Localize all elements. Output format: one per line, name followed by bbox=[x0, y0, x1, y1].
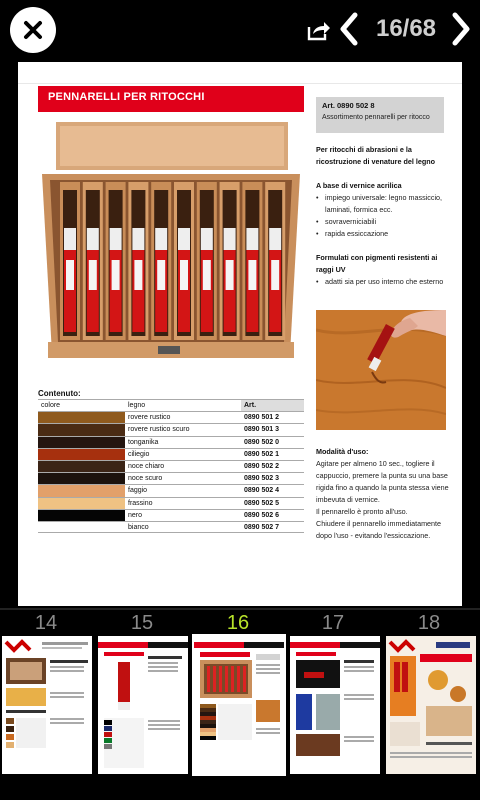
header-art: Art. bbox=[241, 400, 304, 411]
article-box bbox=[316, 97, 444, 133]
usage-step: Agitare per almeno 10 sec., togliere il cappuccio, premere la punta su una base rigida fino a quando la punta stessa viene imbevuta di vernice. bbox=[316, 459, 449, 504]
strip-divider bbox=[0, 608, 480, 610]
usage-step: Chiudere il pennarello immediatamente dopo l'uso - evitando l'essiccazione. bbox=[316, 519, 442, 540]
thumbnail-number: 15 bbox=[130, 612, 154, 634]
wood-name: faggio bbox=[125, 485, 241, 496]
thumbnail-number: 14 bbox=[34, 612, 58, 634]
wood-name: rovere rustico scuro bbox=[125, 424, 241, 435]
page-thumbnail-16-current[interactable] bbox=[194, 636, 284, 774]
article-code: 0890 502 5 bbox=[244, 499, 280, 507]
wood-name: noce scuro bbox=[125, 473, 241, 484]
document-page[interactable] bbox=[18, 62, 462, 606]
section-uv-list bbox=[316, 276, 450, 288]
section-uv bbox=[316, 252, 450, 288]
header-legno: legno bbox=[125, 400, 241, 411]
page-counter: 16/68 bbox=[375, 15, 437, 42]
color-swatch bbox=[38, 510, 125, 521]
header-colore: colore bbox=[38, 400, 125, 411]
table-row bbox=[38, 436, 304, 448]
article-code: 0890 501 2 bbox=[244, 414, 280, 422]
color-swatch bbox=[38, 485, 125, 496]
page-thumbnail-17[interactable] bbox=[290, 636, 380, 774]
chevron-right-icon bbox=[450, 12, 472, 46]
article-description: Assortimento pennarelli per ritocco bbox=[322, 114, 430, 121]
usage-step: Il pennarello è pronto all'uso. bbox=[316, 507, 408, 516]
close-button[interactable] bbox=[10, 7, 56, 53]
close-icon bbox=[23, 20, 43, 40]
color-swatch bbox=[38, 449, 125, 460]
next-page-button[interactable] bbox=[450, 12, 472, 46]
table-header bbox=[38, 399, 304, 411]
article-code: 0890 502 1 bbox=[244, 450, 280, 458]
article-code: 0890 502 7 bbox=[244, 523, 280, 531]
table-row bbox=[38, 521, 304, 533]
table-row bbox=[38, 460, 304, 472]
wood-name: tonganika bbox=[125, 437, 241, 448]
product-photo bbox=[38, 120, 304, 366]
article-code: 0890 501 3 bbox=[244, 426, 280, 434]
list-item: • adatti sia per uso interno che esterno bbox=[316, 276, 450, 288]
section-acrylic-list bbox=[316, 192, 450, 240]
color-swatch bbox=[38, 522, 125, 532]
page-thumbnail-18[interactable] bbox=[386, 636, 476, 774]
list-item: • rapida essiccazione bbox=[316, 228, 450, 240]
thumbnail-number: 18 bbox=[417, 612, 441, 634]
page-thumbnail-15[interactable] bbox=[98, 636, 188, 774]
color-swatch bbox=[38, 473, 125, 484]
color-swatch bbox=[38, 461, 125, 472]
article-number: Art. 0890 502 8 bbox=[322, 101, 375, 110]
wood-name: nero bbox=[125, 510, 241, 521]
product-table bbox=[38, 388, 304, 533]
table-row bbox=[38, 423, 304, 435]
previous-page-button[interactable] bbox=[338, 12, 360, 46]
wood-name: rovere rustico bbox=[125, 412, 241, 423]
wood-name: bianco bbox=[125, 522, 241, 532]
table-row bbox=[38, 484, 304, 496]
wood-name: frassino bbox=[125, 498, 241, 509]
thumbnail-number: 17 bbox=[321, 612, 345, 634]
page-thumbnail-14[interactable] bbox=[2, 636, 92, 774]
share-icon bbox=[306, 18, 332, 42]
list-item: • sovraverniciabili bbox=[316, 216, 450, 228]
table-row bbox=[38, 472, 304, 484]
article-code: 0890 502 3 bbox=[244, 475, 280, 483]
color-swatch bbox=[38, 437, 125, 448]
article-code: 0890 502 0 bbox=[244, 438, 280, 446]
list-item: • impiego universale: legno massiccio, laminati, formica ecc. bbox=[316, 192, 450, 216]
article-code: 0890 502 4 bbox=[244, 487, 280, 495]
thumbnail-number-current: 16 bbox=[226, 612, 250, 634]
article-code: 0890 502 2 bbox=[244, 462, 280, 470]
usage-heading: Modalità d'uso: bbox=[316, 447, 369, 456]
page-title: PENNARELLI PER RITOCCHI bbox=[48, 91, 205, 103]
share-button[interactable] bbox=[306, 18, 332, 42]
table-row bbox=[38, 448, 304, 460]
table-row bbox=[38, 497, 304, 509]
section-uv-heading: Formulati con pigmenti resistenti ai raggi UV bbox=[316, 253, 438, 274]
chevron-left-icon bbox=[338, 12, 360, 46]
section-acrylic-heading: A base di vernice acrilica bbox=[316, 181, 402, 190]
color-swatch bbox=[38, 498, 125, 509]
section-acrylic bbox=[316, 180, 450, 240]
page-divider bbox=[18, 83, 462, 84]
table-row bbox=[38, 509, 304, 521]
table-row bbox=[38, 411, 304, 423]
table-caption: Contenuto: bbox=[38, 389, 81, 398]
article-code: 0890 502 6 bbox=[244, 511, 280, 519]
usage-section bbox=[316, 446, 450, 542]
wood-name: noce chiaro bbox=[125, 461, 241, 472]
color-swatch bbox=[38, 424, 125, 435]
intro-text: Per ritocchi di abrasioni e la ricostruzione di venature del legno bbox=[316, 145, 436, 166]
wood-name: ciliegio bbox=[125, 449, 241, 460]
usage-photo bbox=[316, 310, 446, 430]
color-swatch bbox=[38, 412, 125, 423]
